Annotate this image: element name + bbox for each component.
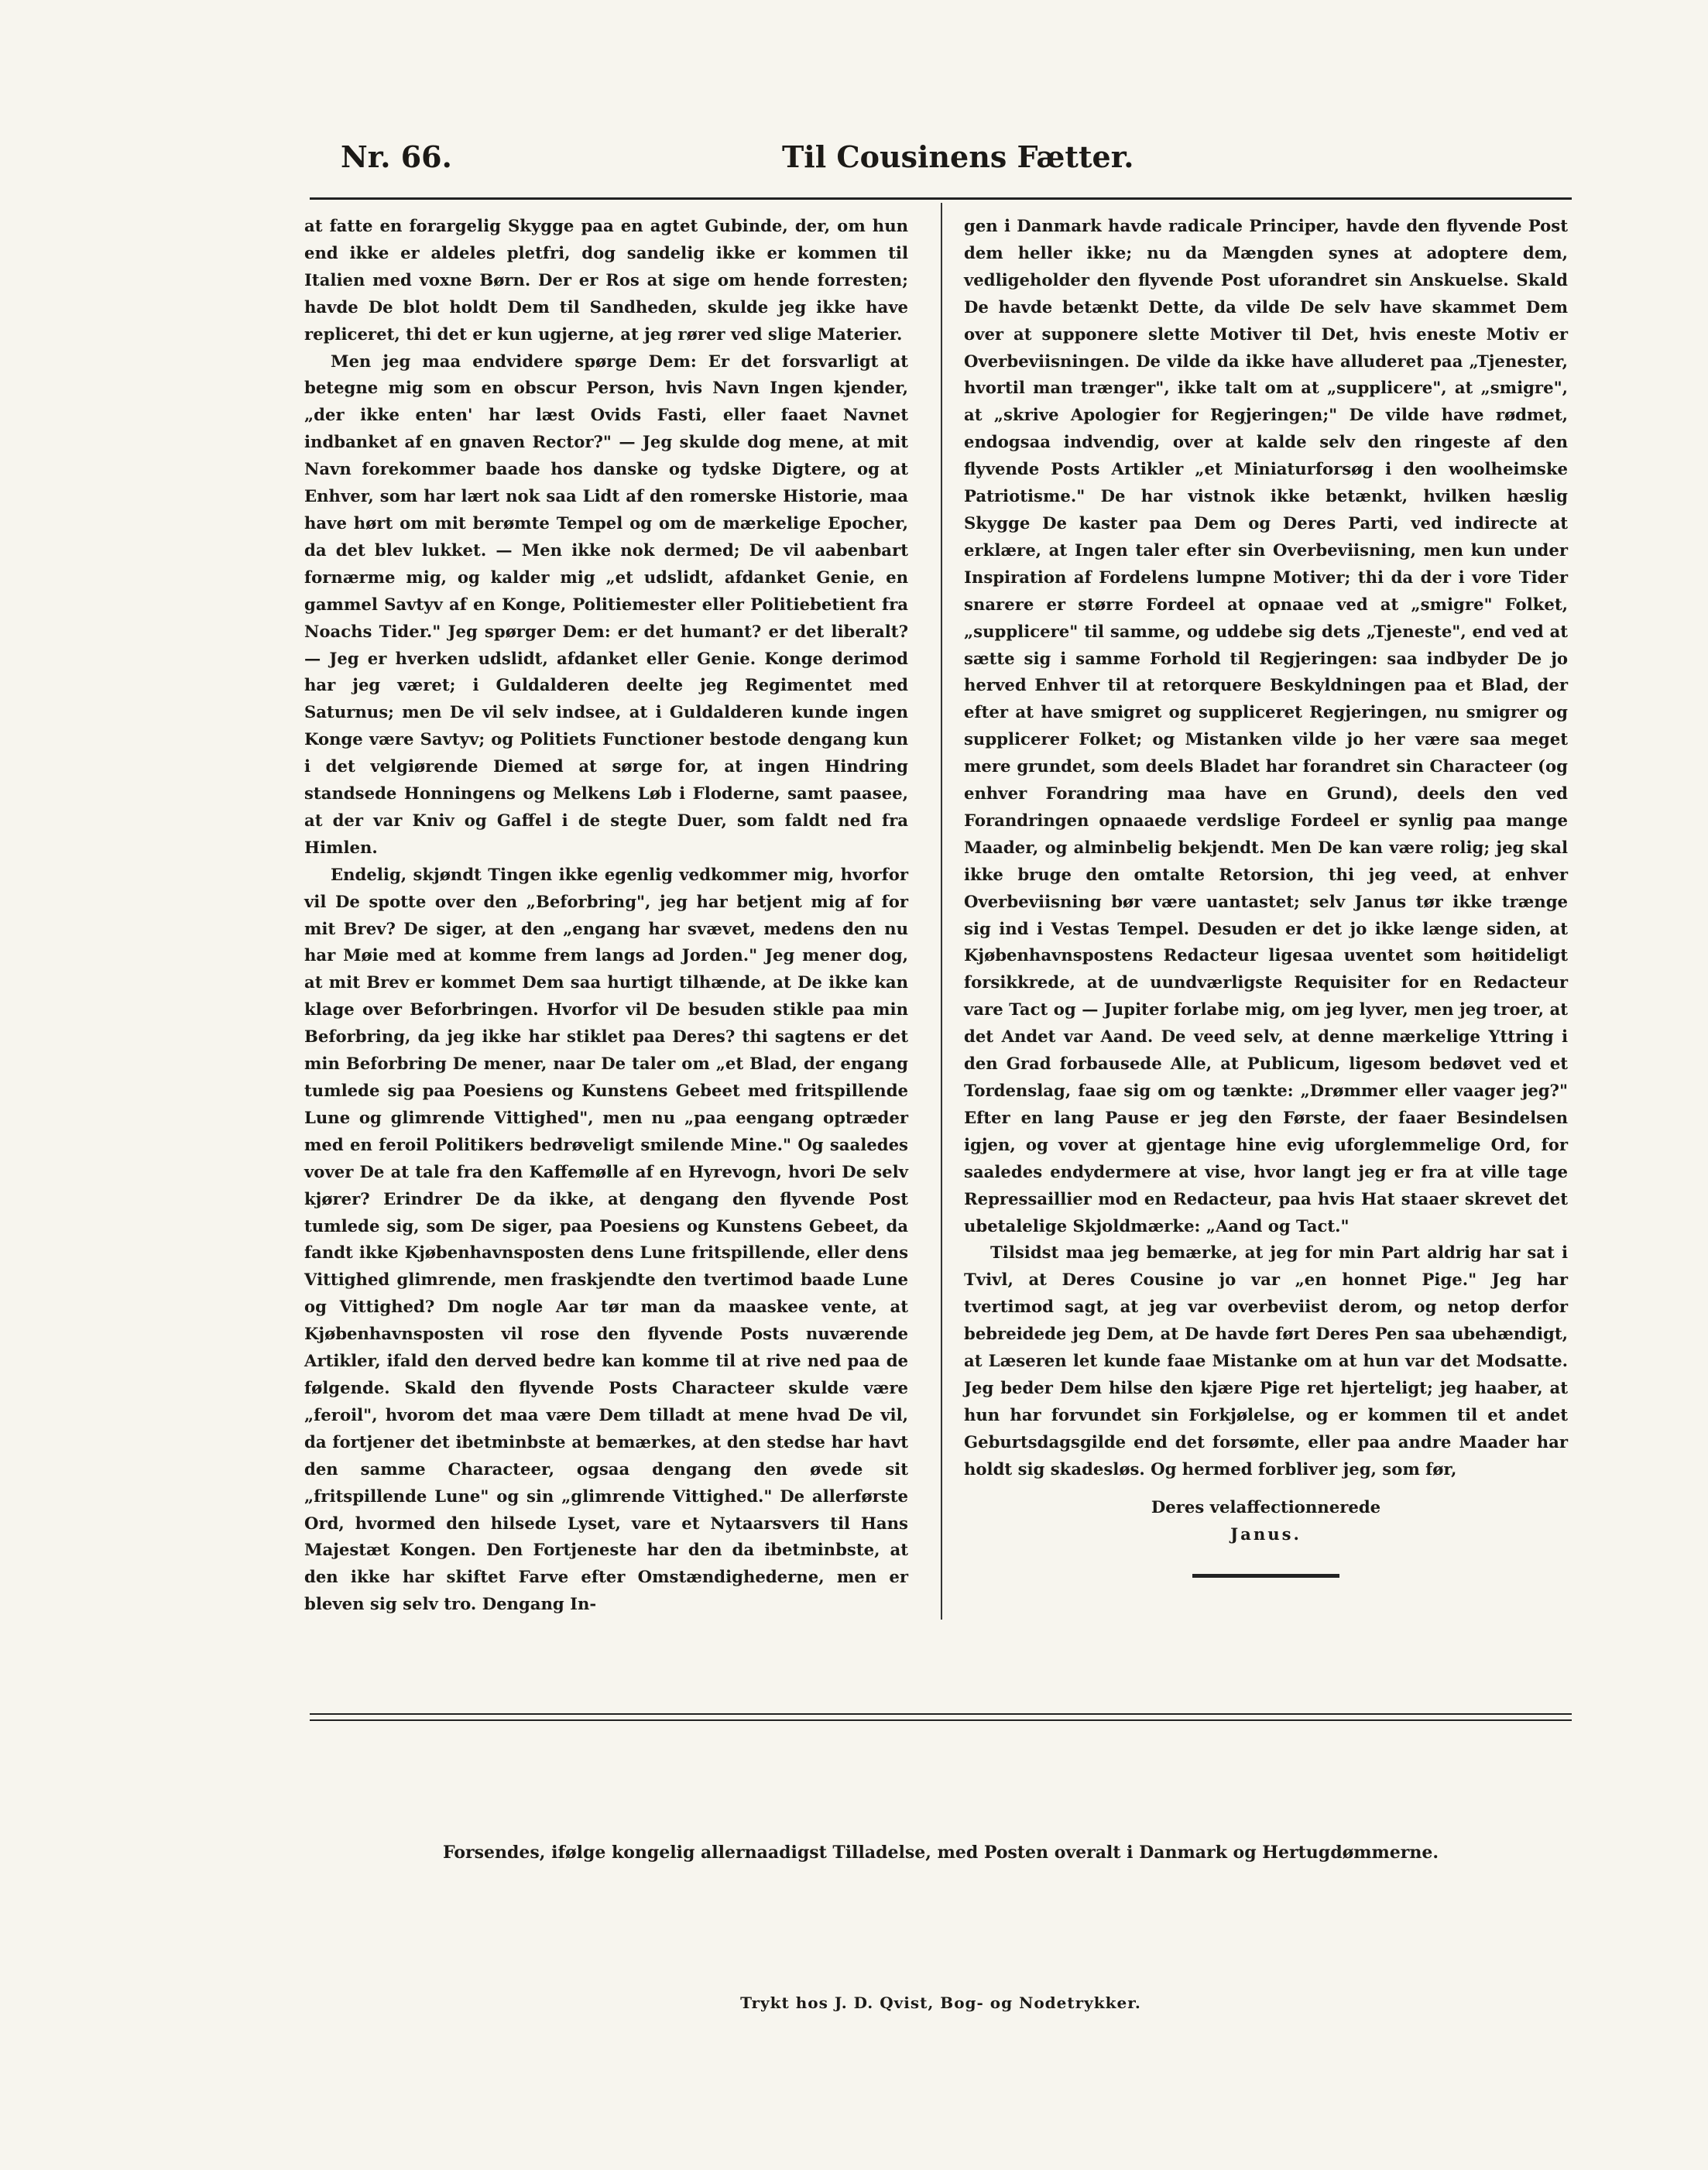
bottom-rule	[310, 1713, 1572, 1715]
left-column	[304, 213, 908, 1618]
closing-salutation: Deres velaffectionnerede	[1151, 1496, 1381, 1517]
footer-note: Forsendes, ifølge kongelig allernaadigst Tilladelse, med Posten overalt i Danmark og Hertugdømmerne.	[442, 1843, 1439, 1863]
paragraph: Tilsidst maa jeg bemærke, at jeg for min Part aldrig har sat i Tvivl, at Deres Cousine jo var „en honnet Pige." Jeg har tvertimod sagt, at jeg var overbeviist derom, og netop derfor bebreidede jeg Dem, at De havde ført Deres Pen saa ubehændigt, at Læseren let kunde faae Mistanke om at hun var det Modsatte. Jeg beder Dem hilse den kjære Pige ret hjerteligt; jeg haaber, at hun har forvundet sin Forkjølelse, og er kommen til et andet Geburtsdagsgilde end det forsømte, eller paa andre Maader har holdt sig skadesløs. Og hermed forbliver jeg, som før,	[964, 1243, 1568, 1479]
signature: Janus.	[1230, 1524, 1302, 1544]
paragraph: gen i Danmark havde radicale Principer, havde den flyvende Post dem heller ikke; nu da Mængden synes at adoptere dem, vedligeholder den flyvende Post uforandret sin Anskuelse. Skald De havde betænkt Dette, da vilde De selv have skammet Dem over at supponere slette Motiver til Det, hvis eneste Motiv er Overbeviisningen. De vilde da ikke have alluderet paa „Tjenester, hvortil man trænger", ikke talt om at „supplicere", at „smigre", at „skrive Apologier for Regjeringen;" De vilde have rødmet, endogsaa indvendig, over at kalde selv den ringeste af den flyvende Posts Artikler „et Miniaturforsøg i den woolheimske Patriotisme." De har vistnok ikke betænkt, hvilken hæslig Skygge De kaster paa Dem og Deres Parti, ved indirecte at erklære, at Ingen taler efter sin Overbeviisning, men kun under Inspiration af Fordelens lumpne Motiver; thi da der i vore Tider snarere er større Fordeel at opnaae ved at „smigre" Folket, „supplicere" til samme, og uddebe sig dets „Tjeneste", end ved at sætte sig i samme Forhold til Regjeringen: saa indbyder De jo herved Enhver til at retorquere Beskyldningen paa et Blad, der efter at have smigret og suppliceret Regjeringen, nu smigrer og supplicerer Folket; og Mistanken vilde jo her være saa meget mere grundet, som deels Bladet har forandret sin Characteer (og enhver Forandring maa have en Grund), deels den ved Forandringen opnaaede verdslige Fordeel er synlig paa mange Maader, og alminbelig bekjendt. Men De kan være rolig; jeg skal ikke bruge den omtalte Retorsion, thi jeg veed, at enhver Overbeviisning bør være uantastet; selv Janus tør ikke trænge sig ind i Vestas Tempel. Desuden er det jo ikke længe siden, at Kjøbenhavnspostens Redacteur ligesaa uventet som høitideligt forsikkrede, at de uundværligste Requisiter for en Redacteur vare Tact og — Jupiter forlabe mig, om jeg lyver, men jeg troer, at det Andet var Aand. De veed selv, at denne mærkelige Yttring i den Grad forbausede Alle, at Publicum, ligesom bedøvet ved et Tordenslag, faae sig om og tænkte: „Drømmer eller vaager jeg?" Efter en lang Pause er jeg den Første, der faaer Besindelsen igjen, og vover at gjentage hine evig uforglemmelige Ord, for saaledes endydermere at vise, hvor langt jeg er fra at ville tage Repressaillier mod en Redacteur, paa hvis Hat staaer skrevet det ubetalelige Skjoldmærke: „Aand og Tact."	[964, 216, 1568, 1236]
right-column	[964, 213, 1568, 1578]
paragraph: Endelig, skjøndt Tingen ikke egenlig vedkommer mig, hvorfor vil De spotte over den „Beforbring", jeg har betjent mig af for mit Brev? De siger, at den „engang har svævet, medens den nu har Møie med at komme frem langs ad Jorden." Jeg mener dog, at mit Brev er kommet Dem saa hurtigt tilhænde, at De ikke kan klage over Beforbringen. Hvorfor vil De besuden stikle paa min Beforbring, da jeg ikke har stiklet paa Deres? thi sagtens er det min Beforbring De mener, naar De taler om „et Blad, der engang tumlede sig paa Poesiens og Kunstens Gebeet med fritspillende Lune og glimrende Vittighed", men nu „paa eengang optræder med en feroil Politikers bedrøveligt smilende Mine." Og saaledes vover De at tale fra den Kaffemølle af en Hyrevogn, hvori De selv kjører? Erindrer De da ikke, at dengang den flyvende Post tumlede sig, som De siger, paa Poesiens og Kunstens Gebeet, da fandt ikke Kjøbenhavnsposten dens Lune fritspillende, eller dens Vittighed glimrende, men fraskjendte den tvertimod baade Lune og Vittighed? Dm nogle Aar tør man da maaskee vente, at Kjøbenhavnsposten vil rose den flyvende Posts nuværende Artikler, ifald den derved bedre kan komme til at rive ned paa de følgende. Skald den flyvende Posts Characteer skulde være „feroil", hvorom det maa være Dem tilladt at mene hvad De vil, da fortjener det ibetminbste at bemærkes, at den stedse har havt den samme Characteer, ogsaa dengang den øvede sit „fritspillende Lune" og sin „glimrende Vittighed." De allerførste Ord, hvormed den hilsede Lyset, vare et Nytaarsvers til Hans Majestæt Kongen. Den Fortjeneste har den da ibetminbste, at den ikke har skiftet Farve efter Omstændighederne, men er bleven sig selv tro. Dengang In-	[304, 864, 908, 1614]
paragraph: at fatte en forargelig Skygge paa en agtet Gubinde, der, om hun end ikke er aldeles pletfri, dog sandelig ikke er kommen til Italien med voxne Børn. Der er Ros at sige om hende forresten; havde De blot holdt Dem til Sandheden, skulde jeg ikke have repliceret, thi det er kun ugjerne, at jeg rører ved slige Materier.	[304, 216, 908, 344]
header-rule	[310, 197, 1572, 200]
issue-number: Nr. 66.	[341, 139, 452, 174]
printer-imprint: Trykt hos J. D. Qvist, Bog- og Nodetrykker.	[740, 1993, 1141, 2012]
bottom-rule	[310, 1719, 1572, 1721]
end-rule	[1192, 1574, 1339, 1578]
page-title: Til Cousinens Fætter.	[782, 139, 1134, 174]
paragraph: Men jeg maa endvidere spørge Dem: Er det forsvarligt at betegne mig som en obscur Person, hvis Navn Ingen kjender, „der ikke enten' har læst Ovids Fasti, eller faaet Navnet indbanket af en gnaven Rector?" — Jeg skulde dog mene, at mit Navn forekommer baade hos danske og tydske Digtere, og at Enhver, som har lært nok saa Lidt af den romerske Historie, maa have hørt om mit berømte Tempel og om de mærkelige Epocher, da det blev lukket. — Men ikke nok dermed; De vil aabenbart fornærme mig, og kalder mig „et udslidt, afdanket Genie, en gammel Savtyv af en Konge, Politiemester eller Politiebetient fra Noachs Tider." Jeg spørger Dem: er det humant? er det liberalt? — Jeg er hverken udslidt, afdanket eller Genie. Konge derimod har jeg været; i Guldalderen deelte jeg Regimentet med Saturnus; men De vil selv indsee, at i Guldalderen kunde ingen Konge være Savtyv; og Politiets Functioner bestode dengang kun i det velgiørende Diemed at sørge for, at ingen Hindring standsede Honningens og Melkens Løb i Floderne, samt paasee, at der var Kniv og Gaffel i de stegte Duer, som faldt ned fra Himlen.	[304, 351, 908, 857]
page-header	[310, 139, 1549, 186]
column-divider	[941, 203, 942, 1620]
